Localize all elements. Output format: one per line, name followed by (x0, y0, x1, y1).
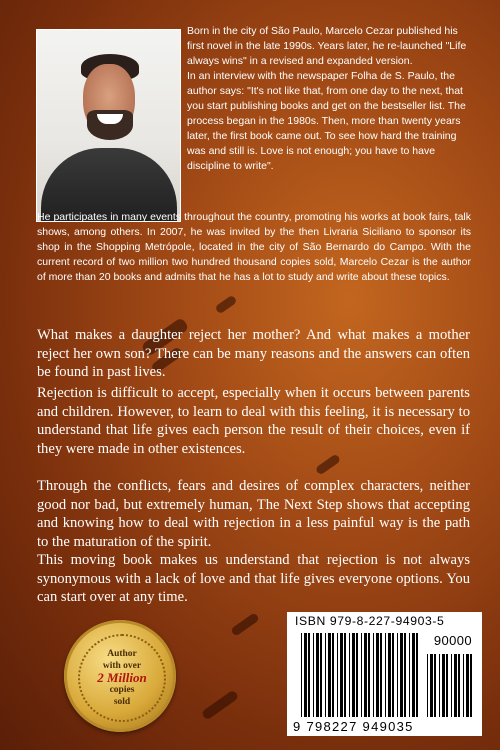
bio-paragraph: In an interview with the newspaper Folha de S. Paulo, the author says: "It's not like that, from one day to the next, that you start publishing books and get on the bestseller list. The process began in the 1980s. Then, more than twenty years later, the first book came out. To see how hard the training was and still is. Love is not enough; you have to have discipline to write". (187, 70, 466, 172)
seal-line: sold (113, 697, 131, 707)
background-streak (201, 689, 240, 720)
author-bio-top (187, 24, 471, 174)
description-paragraph-3: Through the conflicts, fears and desires of complex characters, neither good nor bad, but extremely human, The Next Step shows that accepting and knowing how to deal with rejection in a less painful way is the path to the maturation of the spirit. (37, 478, 470, 550)
background-streak (214, 295, 237, 315)
bestseller-seal (64, 620, 176, 732)
barcode-bars (301, 633, 421, 717)
barcode-digits: 9 798227 949035 (293, 719, 414, 734)
price-code: 90000 (433, 633, 472, 648)
description-paragraph-1: What makes a daughter reject her mother? And what makes a mother reject her own son? There can be many reasons and the answers can often be found in past lives. (37, 327, 470, 380)
isbn-barcode (287, 612, 482, 736)
description-paragraph-4: This moving book makes us understand that rejection is not always synonymous with a lack of love and that life gives everyone options. You can start over at any time. (37, 552, 470, 605)
background-streak (230, 612, 260, 637)
description-paragraph-2: Rejection is difficult to accept, especially when it occurs between parents and children. However, to learn to deal with this feeling, it is necessary to understand that life gives each person the result of their choices, even if they were made in other existences. (37, 385, 470, 457)
isbn-number: ISBN 979-8-227-94903-5 (295, 614, 445, 628)
seal-line: 2 Million (97, 670, 147, 685)
seal-line: Author (107, 649, 137, 659)
addon-barcode-bars (427, 654, 475, 717)
author-bio-wide: He participates in many events throughout the country, promoting his works at book fairs, talk shows, among others. In 2007, he was invited by the then Livraria Siciliano to sponsor its shop in the Shopping Metrópole, located in the city of São Bernardo do Campo. With the current record of two million two hundred thousand copies sold, Marcelo Cezar is the author of more than 20 books and admits that he has a lot to study and write about these topics. (37, 211, 471, 283)
seal-line: with over (102, 661, 142, 671)
seal-line: copies (109, 685, 135, 695)
author-photo (36, 29, 181, 222)
bio-paragraph: Born in the city of São Paulo, Marcelo Cezar published his first novel in the late 1990s. Years later, he re-launched "Life always wins" in a revised and expanded version. (187, 25, 467, 67)
